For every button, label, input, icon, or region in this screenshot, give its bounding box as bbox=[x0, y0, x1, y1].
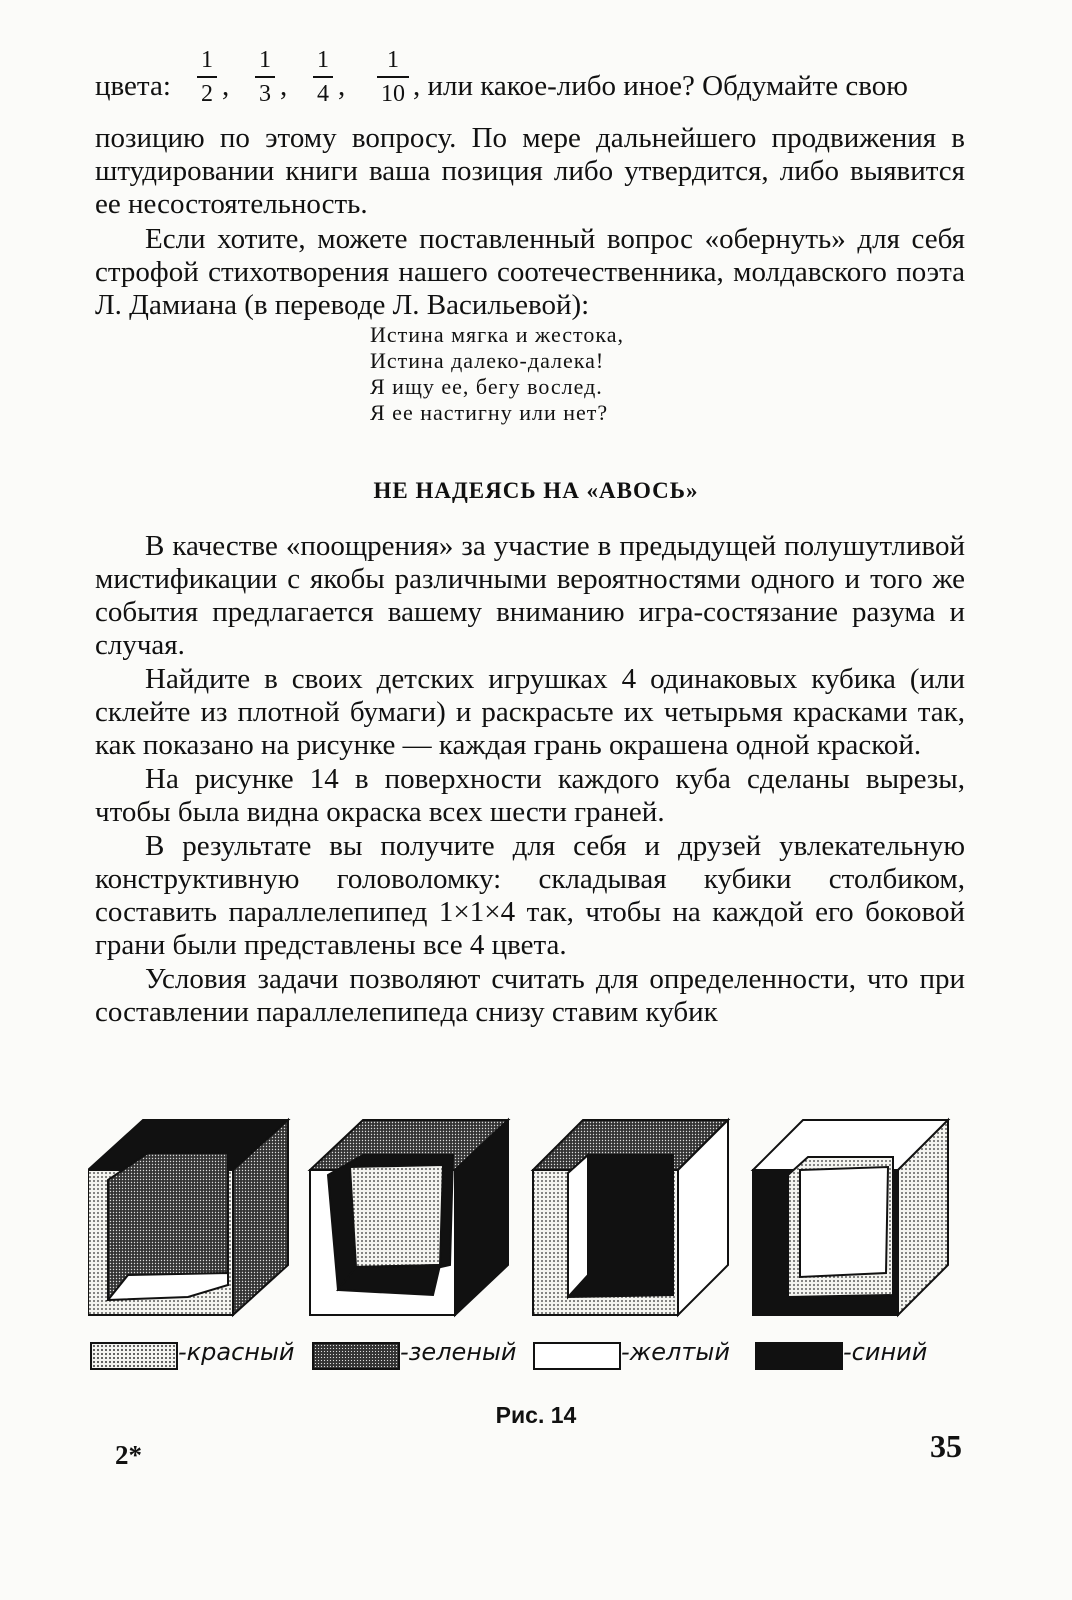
legend-label: -зеленый bbox=[400, 1338, 517, 1366]
paragraph: Условия задачи позволяют считать для определенности, что при составлении параллелепипеда снизу ставим кубик bbox=[95, 963, 965, 1028]
cube-1 bbox=[88, 1120, 288, 1315]
poem bbox=[370, 322, 624, 426]
signature-mark: 2* bbox=[115, 1440, 142, 1470]
legend-label: -желтый bbox=[621, 1338, 730, 1366]
fraction-1-3: 1 3 bbox=[253, 48, 277, 106]
cube-4 bbox=[753, 1120, 948, 1315]
poem-line: Истина далеко-далека! bbox=[370, 348, 605, 373]
poem-line: Я ищу ее, бегу вослед. bbox=[370, 374, 603, 399]
fraction-1-2: 1 2 bbox=[195, 48, 219, 106]
text-block-top bbox=[95, 122, 965, 322]
poem-line: Я ее настигну или нет? bbox=[370, 400, 609, 425]
paragraph: Найдите в своих детских игрушках 4 одинаковых кубика (или склейте из плотной бумаги) и раскрасьте их четырьмя красками так, как показано на рисунке — каждая грань окрашена одной краской. bbox=[95, 663, 965, 761]
line-tail: , или какое-либо иное? Обдумайте свою bbox=[413, 70, 908, 102]
line-lead: цвета: bbox=[95, 70, 171, 102]
fraction-line bbox=[95, 48, 965, 122]
paragraph: На рисунке 14 в поверхности каждого куба сделаны вырезы, чтобы была видна окраска всех шести граней. bbox=[95, 763, 965, 828]
comma: , bbox=[222, 70, 230, 102]
figure-caption: Рис. 14 bbox=[495, 1402, 577, 1428]
cubes-figure bbox=[88, 1115, 988, 1330]
fraction-1-4: 1 4 bbox=[311, 48, 335, 106]
cube-3 bbox=[533, 1120, 728, 1315]
legend-swatch bbox=[755, 1342, 843, 1370]
comma: , bbox=[280, 70, 288, 102]
legend-label: -синий bbox=[843, 1338, 928, 1366]
legend-swatch bbox=[90, 1342, 178, 1370]
paragraph: В качестве «поощрения» за участие в предыдущей полушутливой мистификации с якобы различными вероятностями одного и того же события предлагается вашему вниманию игра-состязание разума и случая. bbox=[95, 530, 965, 661]
section-heading: НЕ НАДЕЯСЬ НА «АВОСЬ» bbox=[373, 478, 699, 503]
comma: , bbox=[338, 70, 346, 102]
paragraph: В результате вы получите для себя и друзей увлекательную конструктивную головоломку: складывая кубики столбиком, составить параллелепипед 1×1×4 так, чтобы на каждой его боковой грани были представлены все 4 цвета. bbox=[95, 830, 965, 961]
legend-label: -красный bbox=[178, 1338, 295, 1366]
cube-2 bbox=[310, 1120, 508, 1315]
poem-line: Истина мягка и жестока, bbox=[370, 322, 624, 347]
legend-swatch bbox=[312, 1342, 400, 1370]
text-block-main bbox=[95, 530, 965, 1029]
legend-swatch bbox=[533, 1342, 621, 1370]
paragraph: позицию по этому вопросу. По мере дальнейшего продвижения в штудировании книги ваша позиция либо утвердится, либо выявится ее несостоятельность. bbox=[95, 122, 965, 220]
fraction-1-10: 1 10 bbox=[375, 48, 411, 106]
page-number: 35 bbox=[930, 1428, 962, 1464]
paragraph: Если хотите, можете поставленный вопрос «обернуть» для себя строфой стихотворения нашего соотечественника, молдавского поэта Л. Дамиана (в переводе Л. Васильевой): bbox=[95, 223, 965, 321]
